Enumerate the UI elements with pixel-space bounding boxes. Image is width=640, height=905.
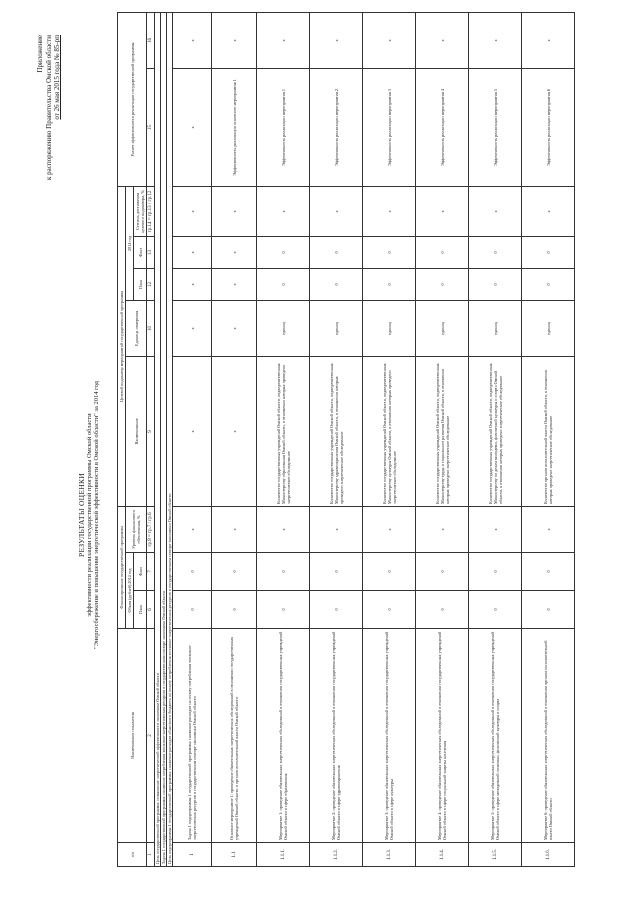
table-row — [522, 12, 575, 866]
colnum: 1 — [147, 843, 155, 867]
row-indicator-fact: 0 — [522, 236, 575, 268]
row-last: х — [416, 12, 469, 68]
row-degree: х — [310, 186, 363, 236]
row-level: х — [469, 506, 522, 552]
colnum-formula: гр.14 = гр.13 / гр.12 — [147, 186, 155, 236]
row-fact: 0 — [469, 552, 522, 590]
colnum: 9 — [147, 356, 155, 506]
document-title-block — [78, 295, 101, 735]
row-indicator-fact: 0 — [416, 236, 469, 268]
results-table — [117, 12, 575, 867]
row-indicator: Количество органов исполнительной власти Омской области, в отношении которых проведено энергетическое обследование — [522, 356, 575, 506]
colnum: 16 — [147, 12, 155, 68]
row-index: 1.1.1. — [257, 843, 310, 867]
row-efficiency: Эффективность реализации мероприятия 2 — [310, 68, 363, 186]
row-name: Мероприятие 2: проведение обязательных энергетических обследований в отношении государственных учреждений Омской области в сфере здравоохранения — [310, 628, 363, 842]
row-degree: х — [522, 186, 575, 236]
row-last: х — [310, 12, 363, 68]
colnum-formula: гр.8 = гр.7 / гр.6 — [147, 506, 155, 552]
table-row — [416, 12, 469, 866]
row-name: Мероприятие 1: проведение обязательных энергетических обследований в отношении государственных учреждений Омской области в сфере образования — [257, 628, 310, 842]
row-plan: 0 — [416, 590, 469, 628]
row-plan: 0 — [212, 590, 257, 628]
goal-row: Цель подпрограммы 1 государственной программы: снижение расходов областного бюджета на оплату потребления топливно-энергетических ресурсов в государственном секторе экономики Омской области — [167, 12, 173, 866]
row-indicator: Количество государственных учреждений Омской области, подведомственных Министерству культуры Омской области, в отношении которых проведено энергетическое обследование — [363, 356, 416, 506]
document-title: РЕЗУЛЬТАТЫ ОЦЕНКИ — [77, 472, 86, 558]
colnum: 15 — [147, 68, 155, 186]
header-target-indicator: Целевой индикатор мероприятий государственной программы — [118, 186, 126, 506]
row-fact: 0 — [416, 552, 469, 590]
row-degree: х — [363, 186, 416, 236]
row-indicator-plan: 0 — [416, 268, 469, 300]
row-unit: х — [173, 300, 212, 356]
document-subtitle-2: "Энергосбережение и повышение энергетической эффективности в Омской области" за 2014 год — [93, 381, 100, 649]
appendix-decree: к распоряжению Правительства Омской области — [44, 35, 53, 180]
header-unit: Единица измерения — [126, 300, 147, 356]
row-unit: единиц — [416, 300, 469, 356]
appendix-label: Приложение — [36, 35, 44, 73]
colnum: 2 — [147, 628, 155, 842]
header-financing: Финансирование государственной программы — [118, 506, 126, 628]
row-plan: 0 — [310, 590, 363, 628]
row-name: Задача 1 подпрограммы 1 государственной программы: снижение расходов на оплату потребления топливно-энергетических ресурсов в государственном секторе экономики Омской области — [173, 628, 212, 842]
row-indicator-fact: х — [212, 236, 257, 268]
header-fact: Факт — [134, 552, 147, 590]
row-last: х — [363, 12, 416, 68]
row-indicator-plan: 0 — [469, 268, 522, 300]
row-name: Мероприятие 4: проведение обязательных энергетических обследований в отношении государственных учреждений Омской области в сфере социальной защиты населения — [416, 628, 469, 842]
row-efficiency: Эффективность реализации мероприятия 3 — [363, 68, 416, 186]
header-level: Уровень финансового обеспечения, % — [126, 506, 147, 552]
row-fact: 0 — [522, 552, 575, 590]
header-degree: Степень достижения целевого индикатора, % — [134, 186, 147, 236]
row-indicator-plan: х — [212, 268, 257, 300]
header-pp: п/п — [118, 843, 147, 867]
row-name: Мероприятие 6: проведение обязательных энергетических обследований в отношении органов исполнительной власти Омской области — [522, 628, 575, 842]
row-level: х — [310, 506, 363, 552]
row-unit: единиц — [257, 300, 310, 356]
row-plan: 0 — [469, 590, 522, 628]
row-index: 1.1.6. — [522, 843, 575, 867]
table-row — [310, 12, 363, 866]
row-last: х — [469, 12, 522, 68]
row-efficiency: Эффективность реализации мероприятия 4 — [416, 68, 469, 186]
table-row — [257, 12, 310, 866]
row-degree: х — [173, 186, 212, 236]
row-degree: х — [212, 186, 257, 236]
row-efficiency: Эффективность реализации мероприятия 1 — [257, 68, 310, 186]
row-efficiency: х — [173, 68, 212, 186]
row-fact: 0 — [212, 552, 257, 590]
row-last: х — [522, 12, 575, 68]
row-indicator: Количество государственных учреждений Омской области, подведомственных Министерству труда и социального развития Омской области, в отношении которых проведено энергетическое обследование — [416, 356, 469, 506]
appendix-header — [36, 35, 62, 205]
colnum: 10 — [147, 300, 155, 356]
row-name: Мероприятие 5: проведение обязательных энергетических обследований в отношении государственных учреждений Омской области в сфере молодежной политики, физической культуры и спорта — [469, 628, 522, 842]
row-plan: 0 — [257, 590, 310, 628]
header-efficiency-calc: Расчет эффективности реализации государственной программы — [118, 12, 147, 186]
row-unit: единиц — [522, 300, 575, 356]
column-number-row — [147, 12, 155, 866]
row-fact: 0 — [363, 552, 416, 590]
table-row — [212, 12, 257, 866]
row-plan: 0 — [173, 590, 212, 628]
row-indicator-plan: х — [173, 268, 212, 300]
row-degree: х — [416, 186, 469, 236]
row-index: 1.1 — [212, 843, 257, 867]
row-degree: х — [469, 186, 522, 236]
row-indicator-plan: 0 — [310, 268, 363, 300]
row-indicator-fact: 0 — [257, 236, 310, 268]
colnum: 7 — [147, 552, 155, 590]
row-indicator: Количество государственных учреждений Омской области, подведомственных Министерству здравоохранения Омской области, в отношении которых проведено энергетическое обследование — [310, 356, 363, 506]
colnum: 12 — [147, 268, 155, 300]
row-indicator-plan: 0 — [257, 268, 310, 300]
row-index: 1.1.3. — [363, 843, 416, 867]
row-unit: единиц — [469, 300, 522, 356]
row-fact: 0 — [310, 552, 363, 590]
row-indicator-plan: 0 — [363, 268, 416, 300]
header-plan: План — [134, 590, 147, 628]
row-indicator: Количество государственных учреждений Омской области, подведомственных Министерству по делам молодежи, физической культуры и спорта Омской области, в отношении которых проведено энергетическое обследование — [469, 356, 522, 506]
table-row — [469, 12, 522, 866]
row-plan: 0 — [522, 590, 575, 628]
header-name: Наименование показателя — [118, 628, 147, 842]
appendix-date: от 26 мая 2015 года № 85-рп — [53, 35, 61, 120]
row-unit: единиц — [310, 300, 363, 356]
row-indicator-fact: 0 — [363, 236, 416, 268]
row-indicator-fact: х — [173, 236, 212, 268]
row-last: х — [173, 12, 212, 68]
row-unit: х — [212, 300, 257, 356]
row-indicator: х — [212, 356, 257, 506]
table-row — [363, 12, 416, 866]
row-efficiency: Эффективность реализации мероприятия 6 — [522, 68, 575, 186]
row-level: х — [363, 506, 416, 552]
row-name: Мероприятие 3: проведение обязательных энергетических обследований в отношении государственных учреждений Омской области в сфере культуры — [363, 628, 416, 842]
row-indicator: Количество государственных учреждений Омской области, подведомственных Министерству образования Омской области, в отношении которых проведено энергетическое обследование — [257, 356, 310, 506]
header-year: 2014 год — [126, 186, 134, 300]
colnum: 6 — [147, 590, 155, 628]
row-level: х — [212, 506, 257, 552]
header-indicator-plan: План — [134, 268, 147, 300]
header-volume: Объем (рублей) 2014 год — [126, 552, 134, 628]
goal-row: Задача 1 государственной программы: снижение потребления топливно-энергетических ресурсов в государственном секторе экономики Омской области — [161, 12, 167, 866]
table-row — [173, 12, 212, 866]
row-last: х — [212, 12, 257, 68]
row-last: х — [257, 12, 310, 68]
results-table-wrapper — [117, 23, 575, 867]
row-index: 1.1.5. — [469, 843, 522, 867]
row-level: х — [173, 506, 212, 552]
header-indicator-name: Наименование — [126, 356, 147, 506]
row-efficiency: Эффективность реализации мероприятия 5 — [469, 68, 522, 186]
row-index: 1.1.2. — [310, 843, 363, 867]
row-name: Основное мероприятие 1: проведение обязательных энергетических обследований в отношении государственных учреждений Омской области и органов исполнительной власти Омской области — [212, 628, 257, 842]
goal-row: Цель государственной программы: повышение энергетической эффективности экономики Омской области — [155, 12, 161, 866]
row-level: х — [416, 506, 469, 552]
colnum: 13 — [147, 236, 155, 268]
row-indicator-fact: 0 — [310, 236, 363, 268]
row-plan: 0 — [363, 590, 416, 628]
row-indicator: х — [173, 356, 212, 506]
document-subtitle-1: эффективности реализации государственной программы Омской области — [85, 413, 93, 617]
row-level: х — [522, 506, 575, 552]
row-efficiency: Эффективность реализации основного мероприятия 1 — [212, 68, 257, 186]
header-indicator-fact: Факт — [134, 236, 147, 268]
row-indicator-plan: 0 — [522, 268, 575, 300]
row-indicator-fact: 0 — [469, 236, 522, 268]
row-degree: х — [257, 186, 310, 236]
row-level: х — [257, 506, 310, 552]
row-fact: 0 — [173, 552, 212, 590]
row-index: 1.1.4. — [416, 843, 469, 867]
row-fact: 0 — [257, 552, 310, 590]
row-unit: единиц — [363, 300, 416, 356]
row-index: 1 — [173, 843, 212, 867]
